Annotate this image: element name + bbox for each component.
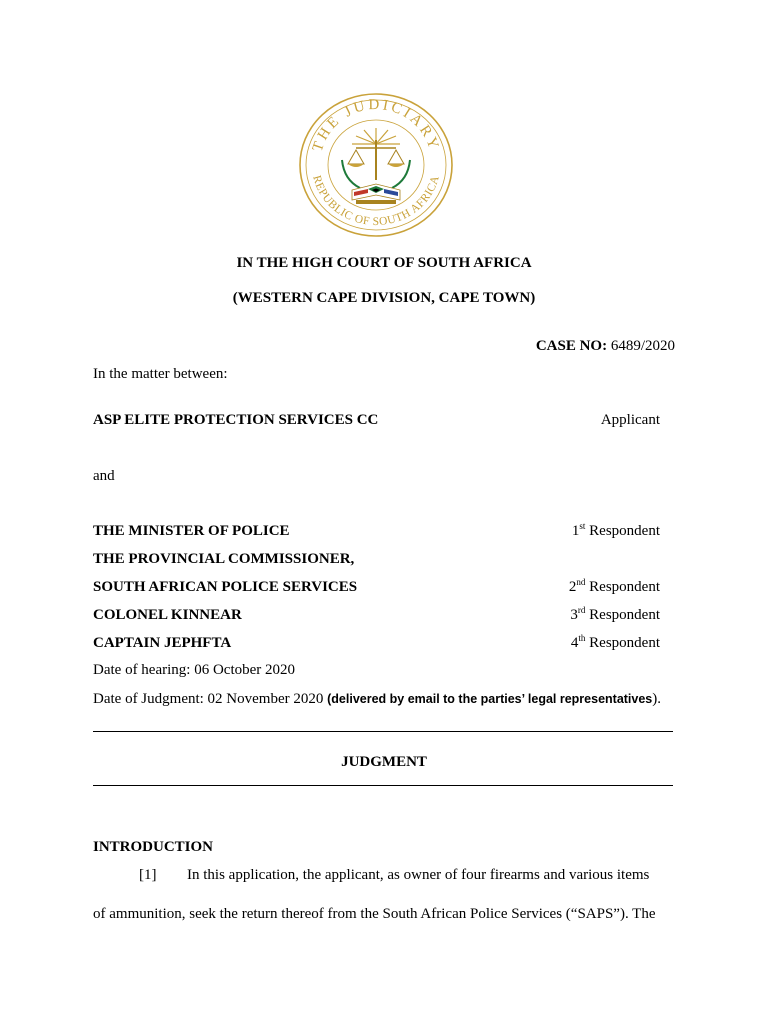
applicant-name: ASP ELITE PROTECTION SERVICES CC (93, 412, 379, 428)
case-number-label: CASE NO: (535, 338, 608, 354)
section-heading: INTRODUCTION (93, 839, 214, 855)
bottom-divider (93, 785, 673, 786)
judgment-date-text: Date of Judgment: 02 November 2020 (93, 691, 328, 707)
respondent-2-name-line2: SOUTH AFRICAN POLICE SERVICES (93, 579, 358, 595)
judiciary-seal-logo (298, 92, 454, 238)
paragraph-line-2: of ammunition, seek the return thereof from the South African Police Services (“SAPS”). The (93, 906, 656, 922)
applicant-role: Applicant (600, 412, 660, 428)
and-text: and (93, 468, 115, 484)
respondent-1-name: THE MINISTER OF POLICE (93, 523, 290, 539)
judgment-date (93, 691, 661, 708)
delivery-note-end: ). (652, 691, 662, 707)
case-number-value: 6489/2020 (610, 338, 675, 354)
respondent-1-role: 1st Respondent (571, 521, 660, 539)
court-division: (WESTERN CAPE DIVISION, CAPE TOWN) (232, 290, 536, 306)
respondent-4-role: 4th Respondent (570, 633, 660, 651)
paragraph-number: [1] (139, 867, 157, 883)
delivery-note: (delivered by email to the parties’ legal representatives (327, 692, 653, 706)
respondent-2-role: 2nd Respondent (568, 577, 660, 595)
respondent-2-name-line1: THE PROVINCIAL COMMISSIONER, (93, 551, 355, 567)
respondent-4-name: CAPTAIN JEPHFTA (93, 635, 232, 651)
svg-text:THE JUDICIARY: THE JUDICIARY (309, 96, 443, 154)
case-number (536, 338, 675, 355)
paragraph-line-1: In this application, the applicant, as owner of four firearms and various items (187, 867, 650, 883)
respondent-3-role: 3rd Respondent (570, 605, 660, 623)
judgment-heading: JUDGMENT (341, 754, 427, 770)
matter-intro: In the matter between: (93, 366, 228, 382)
svg-text:REPUBLIC OF SOUTH AFRICA: REPUBLIC OF SOUTH AFRICA (310, 174, 442, 229)
respondent-3-name: COLONEL KINNEAR (93, 607, 242, 623)
court-title: IN THE HIGH COURT OF SOUTH AFRICA (236, 255, 532, 271)
top-divider (93, 731, 673, 732)
hearing-date: Date of hearing: 06 October 2020 (93, 662, 296, 678)
